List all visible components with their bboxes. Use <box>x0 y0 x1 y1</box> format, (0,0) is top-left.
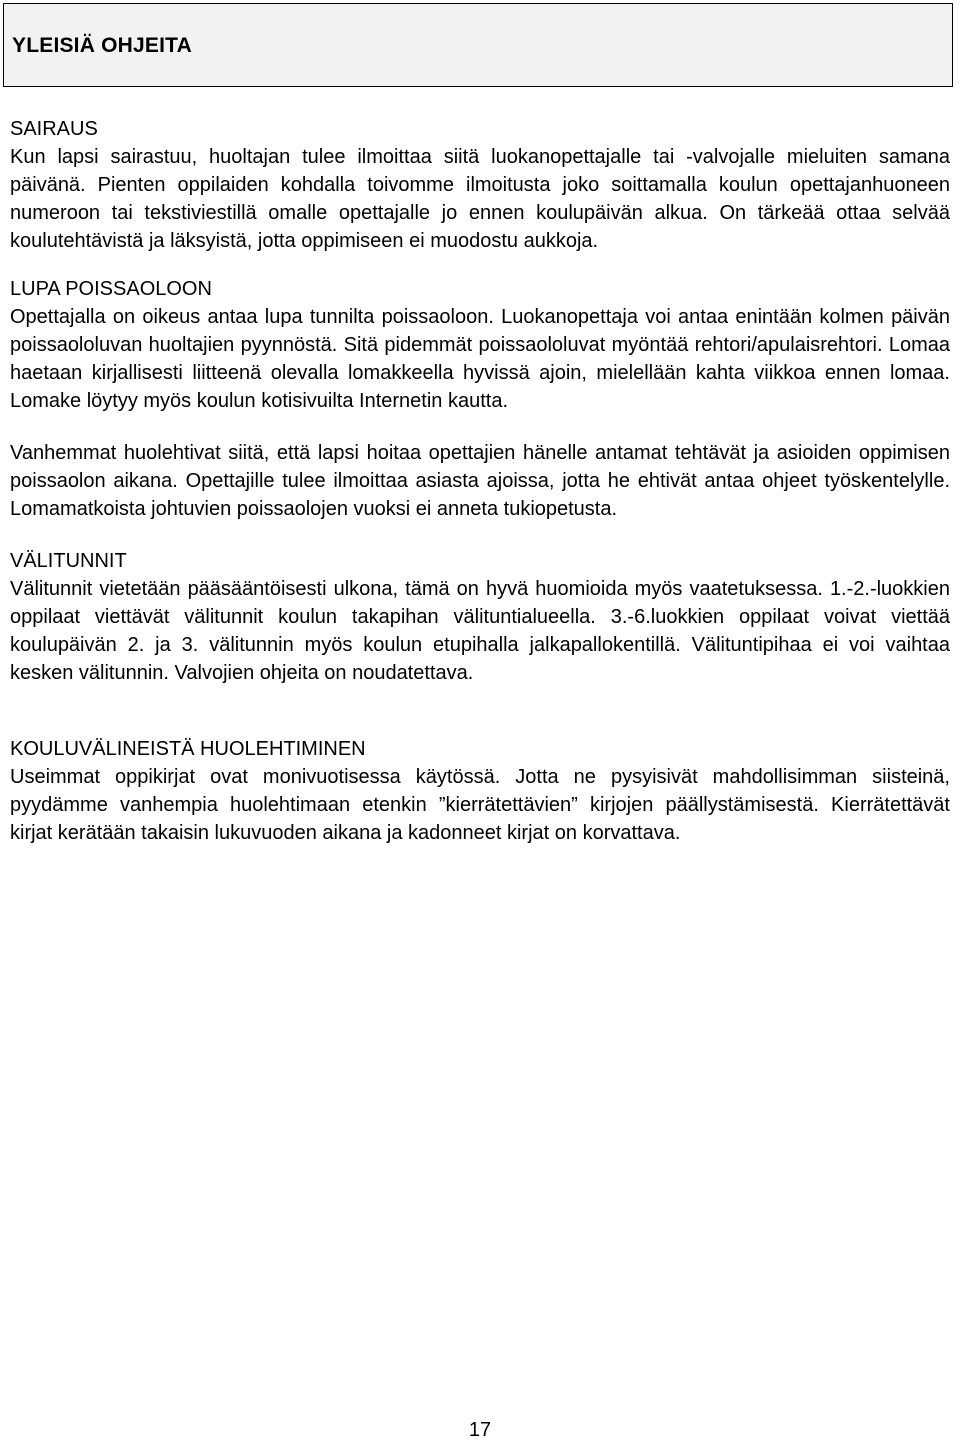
title-box <box>3 3 953 87</box>
section-heading: SAIRAUS <box>10 118 98 140</box>
paragraph: Opettajalla on oikeus antaa lupa tunnilta poissaoloon. Luokanopettaja voi antaa enintään kolmen päivän poissaololuvan huoltajien pyynnöstä. Sitä pidemmät poissaololuvat myöntää rehtori/apulaisrehtori. Lomaa haetaan kirjallisesti liitteenä olevalla lomakkeella hyvissä ajoin, mielellään kahta viikkoa ennen lomaa. Lomake löytyy myös koulun kotisivuilta Internetin kautta. <box>10 306 950 412</box>
paragraph: Välitunnit vietetään pääsääntöisesti ulkona, tämä on hyvä huomioida myös vaatetuksessa. 1.-2.-luokkien oppilaat viettävät välitunnit koulun takapihan välituntialueella. 3.-6.luokkien oppilaat voivat viettää koulupäivän 2. ja 3. välitunnin myös koulun etupihalla jalkapallokentillä. Välituntipihaa ei voi vaihtaa kesken välitunnin. Valvojien ohjeita on noudatettava. <box>10 578 950 684</box>
page-title: YLEISIÄ OHJEITA <box>12 34 192 57</box>
document-body <box>10 115 950 847</box>
section-valitunnit <box>10 547 950 687</box>
paragraph: Vanhemmat huolehtivat siitä, että lapsi hoitaa opettajien hänelle antamat tehtävät ja asioiden oppimisen poissaolon aikana. Opettajille tulee ilmoittaa asiasta ajoissa, jotta he ehtivät antaa ohjeet työskentelylle. Lomamatkoista johtuvien poissaolojen vuoksi ei anneta tukiopetusta. <box>10 442 950 520</box>
section-lupa-poissaoloon <box>10 275 950 523</box>
paragraph: Useimmat oppikirjat ovat monivuotisessa käytössä. Jotta ne pysyisivät mahdollisimman siisteinä, pyydämme vanhempia huolehtimaan etenkin ”kierrätettävien” kirjojen päällystämisestä. Kierrätettävät kirjat kerätään takaisin lukuvuoden aikana ja kadonneet kirjat on korvattava. <box>10 766 950 844</box>
section-heading: LUPA POISSAOLOON <box>10 278 212 300</box>
section-heading: KOULUVÄLINEISTÄ HUOLEHTIMINEN <box>10 738 366 760</box>
page-number: 17 <box>468 1419 492 1441</box>
paragraph: Kun lapsi sairastuu, huoltajan tulee ilmoittaa siitä luokanopettajalle tai -valvojalle mieluiten samana päivänä. Pienten oppilaiden kohdalla toivomme ilmoitusta joko soittamalla koulun opettajanhuoneen numeroon tai tekstiviestillä omalle opettajalle jo ennen koulupäivän alkua. On tärkeää ottaa selvää koulutehtävistä ja läksyistä, jotta oppimiseen ei muodostu aukkoja. <box>10 146 950 252</box>
section-sairaus <box>10 115 950 255</box>
section-heading: VÄLITUNNIT <box>10 550 127 572</box>
section-koulu-valineet <box>10 735 950 847</box>
